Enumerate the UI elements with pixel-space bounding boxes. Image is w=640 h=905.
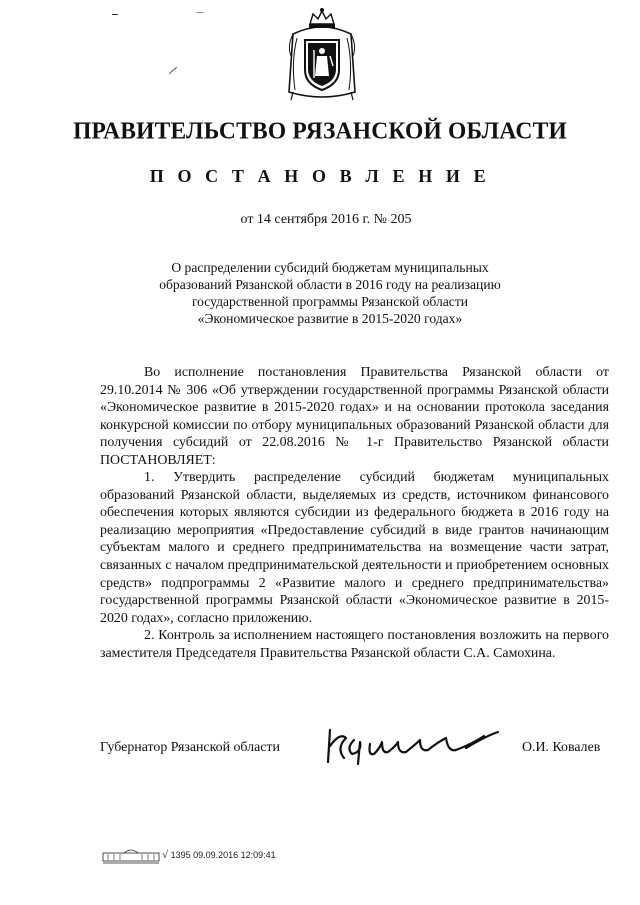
subject-line: О распределении субсидий бюджетам муниципальных — [171, 260, 489, 275]
organization-title: ПРАВИТЕЛЬСТВО РЯЗАНСКОЙ ОБЛАСТИ — [73, 117, 567, 145]
subject-line: «Экономическое развитие в 2015-2020 годах» — [197, 311, 463, 326]
ryazan-coat-of-arms-icon — [283, 6, 361, 104]
scan-mark — [169, 67, 177, 74]
signatory-title: Губернатор Рязанской области — [100, 740, 280, 755]
document-subject — [140, 259, 520, 327]
signatory-name: О.И. Ковалев — [522, 740, 601, 755]
document-body — [100, 364, 609, 662]
document-date-number: от 14 сентября 2016 г. № 205 — [240, 212, 412, 227]
resolution-item-1: 1. Утвердить распределение субсидий бюджетам муниципальных образований Рязанской области, выделяемых из средств, источником финансового обеспечения которых являются субсидии из федерального бюджета в 2016 году на реализацию мероприятия «Предоставление субсидий в виде грантов начинающим субъектам малого и среднего предпринимательства на возмещение части затрат, связанных с началом предпринимательской деятельности и приобретением основных средств» подпрограммы 2 «Развитие малого и среднего предпринимательства» государственной программы Рязанской области «Экономическое развитие в 2015-2020 годах», согласно приложению. — [100, 470, 609, 626]
registry-building-icon — [102, 847, 160, 865]
document-type-heading: П О С Т А Н О В Л Е Н И Е — [149, 166, 491, 186]
handwritten-signature — [316, 722, 516, 768]
scan-mark — [196, 12, 204, 13]
subject-line: государственной программы Рязанской области — [191, 294, 469, 309]
preamble-paragraph: Во исполнение постановления Правительства Рязанской области от 29.10.2014 № 306 «Об утверждении государственной программы Рязанской области «Экономическое развитие в 2015-2020 годах» и на основании протокола заседания конкурсной комиссии по отбору муниципальных образований Рязанской области для получения субсидий от 22.08.2016 № 1-г Правительство Рязанской области ПОСТАНОВЛЯЕТ: — [100, 365, 609, 468]
subject-line: образований Рязанской области в 2016 году на реализацию — [159, 277, 501, 292]
registration-stamp — [162, 849, 276, 861]
scan-mark — [112, 14, 118, 15]
resolution-item-2: 2. Контроль за исполнением настоящего постановления возложить на первого заместителя Председателя Правительства Рязанской области С.А. Самохина. — [100, 628, 609, 661]
check-mark-icon: √ — [162, 849, 169, 861]
stamp-text: 1395 09.09.2016 12:09:41 — [170, 850, 276, 860]
